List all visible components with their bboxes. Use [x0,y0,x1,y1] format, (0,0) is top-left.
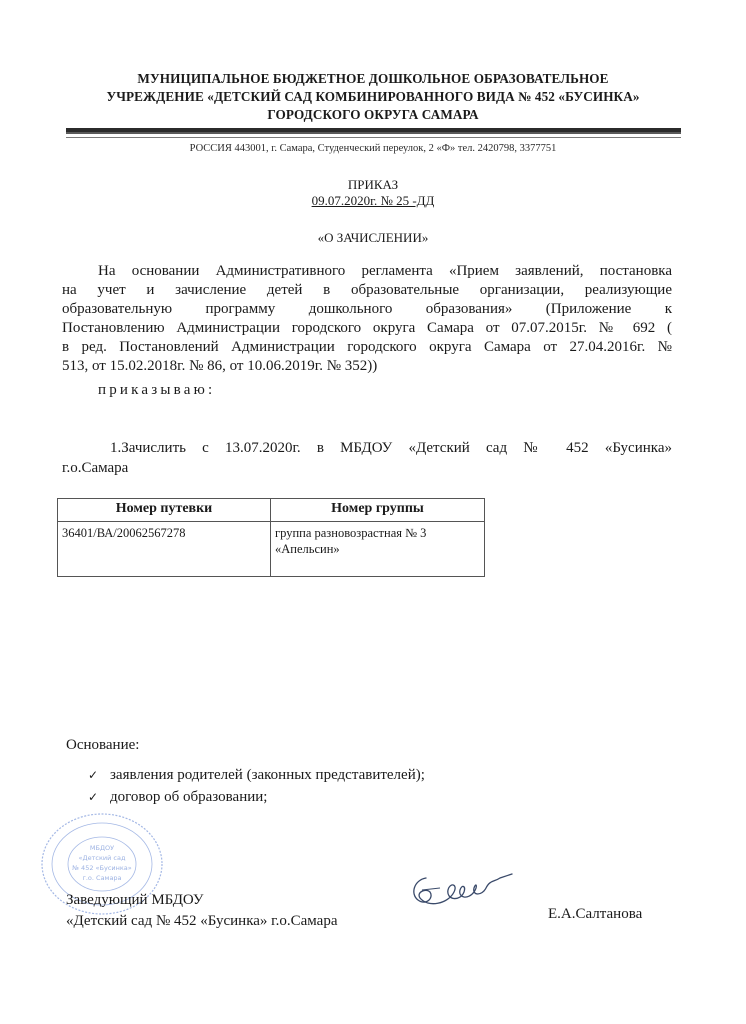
signatory-role-line-1: Заведующий МБДОУ [66,892,204,908]
signatory-role-line-2: «Детский сад № 452 «Бусинка» г.о.Самара [66,913,338,929]
preamble-line: образовательную программу дошкольного образования» (Приложение к [62,301,672,317]
enrollment-item-line-1: 1.Зачислить с 13.07.2020г. в МБДОУ «Детский сад № 452 «Бусинка» [110,440,672,456]
checkmark-icon: ✓ [88,790,99,804]
column-header-voucher: Номер путевки [58,499,271,522]
stamp-text-line: № 452 «Бусинка» [72,864,132,872]
basis-list [88,764,425,808]
preamble-line: на учет и зачисление детей в образовательные организации, реализующие [62,282,672,298]
order-directive: приказываю: [98,382,216,398]
cell-group-name: группа разновозрастная № 3 «Апельсин» [271,522,485,577]
basis-item-text: заявления родителей (законных представителей); [110,767,425,783]
stamp-text-line: «Детский сад [78,854,126,862]
basis-item-text: договор об образовании; [110,789,268,805]
org-name-line-2: УЧРЕЖДЕНИЕ «ДЕТСКИЙ САД КОМБИНИРОВАННОГО ВИДА № 452 «БУСИНКА» [106,89,640,104]
order-subject: «О ЗАЧИСЛЕНИИ» [317,230,429,245]
list-item [88,764,425,786]
enrollment-table [57,498,485,577]
column-header-group: Номер группы [271,499,485,522]
header-divider-thin [66,137,681,138]
signatory-name: Е.А.Салтанова [548,906,643,922]
enrollment-item-line-2: г.о.Самара [62,460,129,476]
org-name-line-1: МУНИЦИПАЛЬНОЕ БЮДЖЕТНОЕ ДОШКОЛЬНОЕ ОБРАЗОВАТЕЛЬНОЕ [137,71,609,86]
order-number [0,193,746,209]
stamp-text-line: г.о. Самара [82,874,122,882]
preamble-line: 513, от 15.02.2018г. № 86, от 10.06.2019г. № 352)) [62,358,378,374]
handwritten-signature-icon [404,868,524,920]
order-number-text: 09.07.2020г. № 25 -ДД [311,193,435,208]
stamp-text-line: МБДОУ [89,844,115,852]
cell-voucher-number: 36401/ВА/20062567278 [58,522,271,577]
preamble-line: На основании Административного регламента «Прием заявлений, постановка [98,263,672,279]
checkmark-icon: ✓ [88,768,99,782]
table-header-row [58,499,485,522]
list-item [88,786,425,808]
order-title: ПРИКАЗ [347,177,399,192]
enrollment-item [62,438,672,478]
preamble-line: Постановлению Администрации городского округа Самара от 07.07.2015г. № 692 ( [62,320,672,336]
header-divider [66,128,681,134]
org-name-line-3: ГОРОДСКОГО ОКРУГА САМАРА [267,107,479,122]
table-row [58,522,485,577]
order-preamble [62,262,672,376]
basis-label: Основание: [66,737,140,753]
preamble-line: в ред. Постановлений Администрации городского округа Самара от 27.04.2016г. № [62,339,672,355]
organization-address: РОССИЯ 443001, г. Самара, Студенческий переулок, 2 «Ф» тел. 2420798, 3377751 [189,143,557,154]
organization-header [60,70,686,124]
